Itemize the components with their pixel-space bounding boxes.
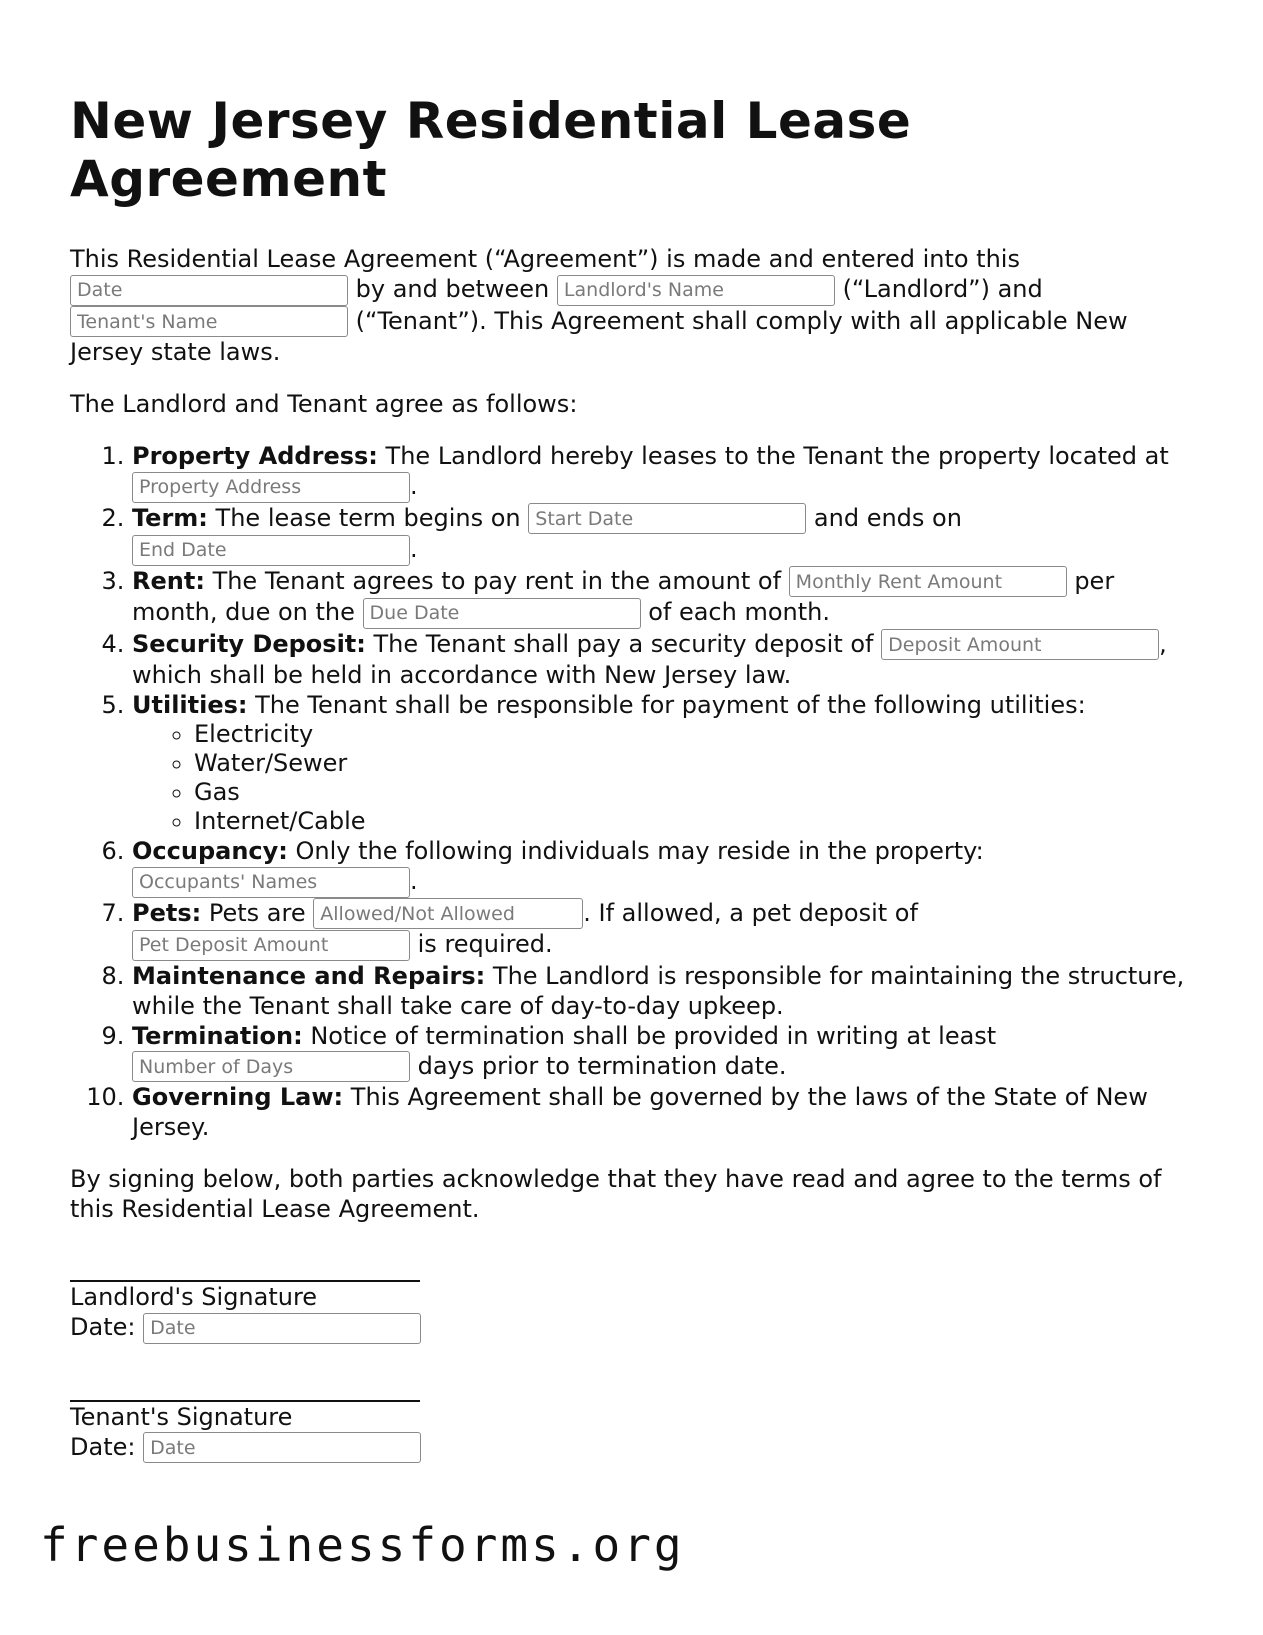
term-text: , which shall be held in accordance with New Jersey law. [132, 629, 1167, 689]
closing-statement: By signing below, both parties acknowledge that they have read and agree to the terms of this Residential Lease Agreement. [70, 1165, 1162, 1223]
term-property-address [132, 441, 1200, 503]
term-text: The Landlord is responsible for maintaining the structure, while the Tenant shall take care of day-to-day upkeep. [132, 961, 1185, 1020]
end-date-input[interactable] [132, 535, 410, 566]
term-text: . If allowed, a pet deposit of [583, 898, 918, 927]
term-rent [132, 566, 1200, 629]
tenant-signature-block [70, 1382, 1200, 1464]
term-text: Notice of termination shall be provided in writing at least [310, 1021, 997, 1050]
term-text: days prior to termination date. [417, 1051, 787, 1080]
pet-deposit-input[interactable] [132, 930, 410, 961]
tenant-name-input[interactable] [70, 306, 348, 337]
term-heading: Occupancy: [132, 837, 288, 865]
utilities-list [132, 720, 1200, 836]
list-item: ◦ Water/Sewer [194, 749, 1200, 778]
intro-text-4: (“Tenant”). This Agreement shall comply with all applicable New Jersey state laws. [70, 306, 1128, 366]
term-heading: Rent: [132, 566, 205, 595]
term-security-deposit [132, 629, 1200, 691]
site-watermark: freebusinessforms.org [40, 1518, 685, 1572]
intro-text-3: (“Landlord”) and [842, 275, 1043, 303]
term-text: per month, due on the [132, 566, 1115, 626]
term-period: . [410, 472, 418, 500]
pets-allowed-input[interactable] [313, 898, 583, 929]
term-period: . [410, 535, 418, 563]
list-item: ◦ Internet/Cable [194, 807, 1200, 836]
landlord-signature-label: Landlord's Signature [70, 1283, 318, 1311]
term-lease-term [132, 503, 1200, 566]
occupants-names-input[interactable] [132, 867, 410, 898]
term-heading: Term: [132, 503, 208, 532]
term-pets [132, 898, 1200, 961]
tenant-date-input[interactable] [143, 1432, 421, 1463]
monthly-rent-input[interactable] [789, 566, 1067, 597]
tenant-signature-label: Tenant's Signature [70, 1402, 293, 1431]
landlord-signature-block [70, 1262, 1200, 1344]
term-text: Pets are [208, 898, 306, 927]
term-utilities [132, 690, 1200, 836]
term-text: This Agreement shall be governed by the laws of the State of New Jersey. [132, 1083, 1148, 1141]
list-item: ◦ Electricity [194, 720, 1200, 749]
term-termination [132, 1021, 1200, 1083]
term-text: The Tenant agrees to pay rent in the amount of [212, 566, 782, 595]
deposit-amount-input[interactable] [881, 629, 1159, 660]
term-period: . [410, 867, 418, 895]
term-heading: Utilities: [132, 691, 248, 719]
term-occupancy [132, 836, 1200, 898]
intro-paragraph [70, 244, 1200, 367]
terms-list [70, 441, 1200, 1142]
page-title: New Jersey Residential Lease Agreement [70, 92, 912, 208]
term-heading: Maintenance and Repairs: [132, 961, 486, 990]
term-text: Only the following individuals may reside in the property: [295, 837, 984, 865]
term-text: The lease term begins on [215, 503, 521, 532]
landlord-date-row [70, 1312, 1200, 1344]
property-address-input[interactable] [132, 472, 410, 503]
term-maintenance [132, 961, 1200, 1021]
notice-days-input[interactable] [132, 1051, 410, 1082]
term-governing-law [132, 1082, 1200, 1142]
term-text: is required. [417, 930, 553, 958]
term-heading: Security Deposit: [132, 629, 366, 658]
landlord-date-input[interactable] [143, 1313, 421, 1344]
list-item: ◦ Gas [194, 778, 1200, 807]
agree-statement: The Landlord and Tenant agree as follows: [70, 390, 578, 418]
term-text: The Tenant shall pay a security deposit of [373, 629, 874, 658]
term-text: The Landlord hereby leases to the Tenant the property located at [385, 442, 1169, 470]
term-text: The Tenant shall be responsible for payment of the following utilities: [255, 691, 1086, 719]
intro-text-1: This Residential Lease Agreement (“Agreement”) is made and entered into this [70, 245, 1020, 273]
term-heading: Governing Law: [132, 1083, 344, 1111]
term-text: of each month. [648, 598, 830, 626]
landlord-name-input[interactable] [557, 275, 835, 306]
intro-text-2: by and between [355, 275, 550, 303]
date-label: Date: [70, 1313, 136, 1341]
term-heading: Termination: [132, 1021, 303, 1050]
start-date-input[interactable] [528, 503, 806, 534]
term-heading: Property Address: [132, 442, 378, 470]
due-date-input[interactable] [363, 598, 641, 629]
term-text: and ends on [813, 503, 962, 532]
agreement-date-input[interactable] [70, 275, 348, 306]
tenant-signature-line[interactable] [70, 1382, 420, 1402]
lease-document [70, 84, 1200, 1463]
landlord-signature-line[interactable] [70, 1262, 420, 1282]
tenant-date-row [70, 1432, 1200, 1464]
date-label: Date: [70, 1432, 136, 1461]
term-heading: Pets: [132, 898, 202, 927]
